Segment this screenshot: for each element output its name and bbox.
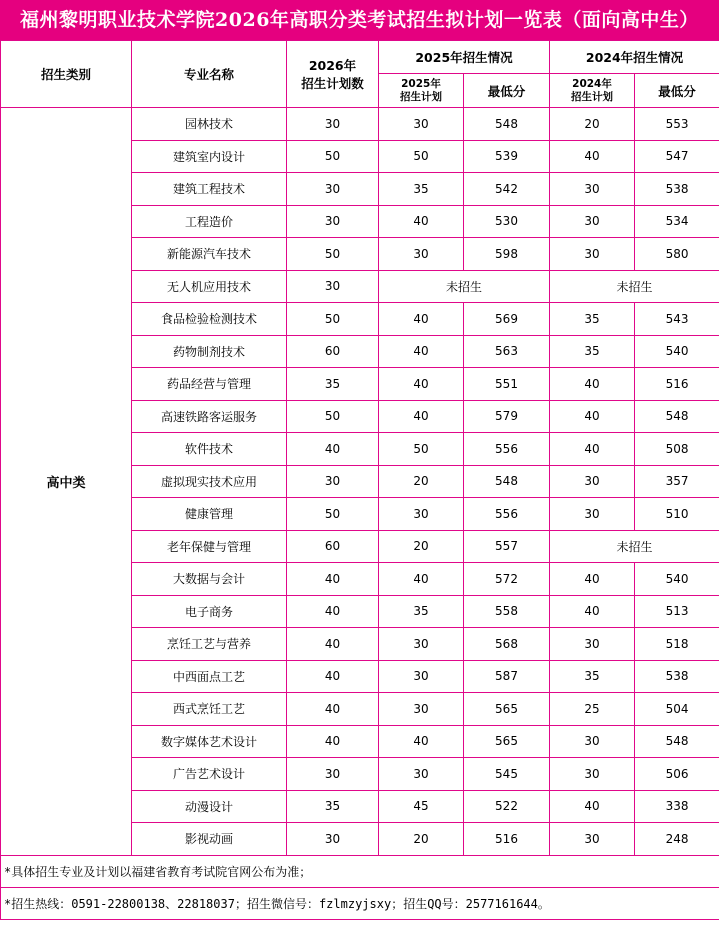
plan-2026: 50: [287, 303, 379, 336]
plan-2024: 30: [550, 628, 635, 661]
major-name: 高速铁路客运服务: [132, 400, 287, 433]
plan-2026: 35: [287, 368, 379, 401]
major-name: 大数据与会计: [132, 563, 287, 596]
min-score-2024: 543: [635, 303, 719, 336]
min-score-2025: 572: [464, 563, 550, 596]
header-plan-2025: [379, 74, 464, 108]
major-name: 数字媒体艺术设计: [132, 725, 287, 758]
plan-2024: 20: [550, 108, 635, 141]
plan-2025: 30: [379, 108, 464, 141]
plan-2024: 30: [550, 758, 635, 791]
plan-2026: 40: [287, 563, 379, 596]
plan-2025: 30: [379, 238, 464, 271]
major-name: 老年保健与管理: [132, 530, 287, 563]
plan-2026: 40: [287, 433, 379, 466]
plan-2025: 40: [379, 563, 464, 596]
min-score-2025: 598: [464, 238, 550, 271]
page-title: 福州黎明职业技术学院2026年高职分类考试招生拟计划一览表（面向高中生）: [0, 0, 719, 40]
plan-2024: 30: [550, 823, 635, 856]
header-row-1: [1, 41, 719, 74]
plan-2026: 40: [287, 628, 379, 661]
plan-2026: 30: [287, 173, 379, 206]
note-official: *具体招生专业及计划以福建省教育考试院官网公布为准；: [1, 855, 719, 887]
major-name: 影视动画: [132, 823, 287, 856]
note-row: [1, 855, 719, 887]
category-cell: 高中类: [1, 108, 132, 856]
min-score-2024: 338: [635, 790, 719, 823]
plan-2026: 60: [287, 530, 379, 563]
min-score-2025: 556: [464, 498, 550, 531]
table-row: [1, 108, 719, 141]
plan-2024: 30: [550, 205, 635, 238]
min-score-2025: 542: [464, 173, 550, 206]
min-score-2024: 506: [635, 758, 719, 791]
header-major: 专业名称: [132, 41, 287, 108]
major-name: 中西面点工艺: [132, 660, 287, 693]
not-enrolled-2024: 未招生: [550, 530, 719, 563]
major-name: 广告艺术设计: [132, 758, 287, 791]
header-plan-2025-line2: 招生计划: [400, 90, 442, 103]
header-plan-2026-line1: 2026年: [308, 58, 357, 73]
plan-2024: 35: [550, 335, 635, 368]
plan-2026: 50: [287, 238, 379, 271]
min-score-2025: 579: [464, 400, 550, 433]
header-category: 招生类别: [1, 41, 132, 108]
min-score-2024: 518: [635, 628, 719, 661]
major-name: 烹饪工艺与营养: [132, 628, 287, 661]
not-enrolled-2024: 未招生: [550, 270, 719, 303]
min-score-2025: 548: [464, 108, 550, 141]
plan-2025: 20: [379, 465, 464, 498]
plan-2024: 30: [550, 725, 635, 758]
header-group-2024: 2024年招生情况: [550, 41, 719, 74]
major-name: 软件技术: [132, 433, 287, 466]
plan-2024: 40: [550, 595, 635, 628]
plan-2024: 40: [550, 433, 635, 466]
plan-2024: 30: [550, 173, 635, 206]
major-name: 建筑室内设计: [132, 140, 287, 173]
major-name: 虚拟现实技术应用: [132, 465, 287, 498]
min-score-2025: 539: [464, 140, 550, 173]
min-score-2025: 548: [464, 465, 550, 498]
plan-2025: 40: [379, 725, 464, 758]
plan-2024: 30: [550, 498, 635, 531]
plan-2024: 35: [550, 303, 635, 336]
plan-2026: 40: [287, 693, 379, 726]
plan-2025: 30: [379, 498, 464, 531]
plan-2025: 20: [379, 530, 464, 563]
plan-2026: 50: [287, 498, 379, 531]
plan-2024: 40: [550, 563, 635, 596]
plan-2026: 50: [287, 140, 379, 173]
min-score-2025: 556: [464, 433, 550, 466]
min-score-2024: 516: [635, 368, 719, 401]
min-score-2024: 510: [635, 498, 719, 531]
min-score-2025: 558: [464, 595, 550, 628]
plan-2025: 40: [379, 400, 464, 433]
enrollment-plan-table: [0, 40, 719, 920]
min-score-2025: 516: [464, 823, 550, 856]
min-score-2025: 565: [464, 693, 550, 726]
min-score-2024: 508: [635, 433, 719, 466]
plan-2025: 50: [379, 433, 464, 466]
header-plan-2025-line1: 2025年: [401, 77, 441, 90]
header-group-2025: 2025年招生情况: [379, 41, 550, 74]
plan-2025: 30: [379, 693, 464, 726]
header-plan-2024-line1: 2024年: [572, 77, 612, 90]
major-name: 药品经营与管理: [132, 368, 287, 401]
plan-2025: 30: [379, 758, 464, 791]
plan-2024: 40: [550, 140, 635, 173]
major-name: 建筑工程技术: [132, 173, 287, 206]
min-score-2024: 538: [635, 173, 719, 206]
plan-2025: 40: [379, 303, 464, 336]
plan-2024: 40: [550, 790, 635, 823]
plan-2025: 35: [379, 173, 464, 206]
plan-2025: 30: [379, 660, 464, 693]
plan-2026: 30: [287, 108, 379, 141]
min-score-2024: 513: [635, 595, 719, 628]
plan-2025: 35: [379, 595, 464, 628]
major-name: 药物制剂技术: [132, 335, 287, 368]
plan-2024: 30: [550, 238, 635, 271]
major-name: 动漫设计: [132, 790, 287, 823]
min-score-2024: 357: [635, 465, 719, 498]
plan-2025: 40: [379, 205, 464, 238]
plan-2026: 60: [287, 335, 379, 368]
min-score-2024: 248: [635, 823, 719, 856]
min-score-2024: 553: [635, 108, 719, 141]
plan-2026: 30: [287, 758, 379, 791]
major-name: 健康管理: [132, 498, 287, 531]
min-score-2025: 565: [464, 725, 550, 758]
not-enrolled-2025: 未招生: [379, 270, 550, 303]
min-score-2025: 545: [464, 758, 550, 791]
plan-2025: 30: [379, 628, 464, 661]
header-min-2024: 最低分: [635, 74, 719, 108]
major-name: 工程造价: [132, 205, 287, 238]
plan-2024: 40: [550, 400, 635, 433]
major-name: 电子商务: [132, 595, 287, 628]
note-row: [1, 887, 719, 919]
plan-2026: 35: [287, 790, 379, 823]
plan-2024: 25: [550, 693, 635, 726]
plan-2025: 40: [379, 335, 464, 368]
min-score-2025: 522: [464, 790, 550, 823]
plan-2026: 40: [287, 595, 379, 628]
min-score-2024: 504: [635, 693, 719, 726]
min-score-2024: 548: [635, 725, 719, 758]
header-plan-2026: [287, 41, 379, 108]
min-score-2025: 568: [464, 628, 550, 661]
min-score-2025: 530: [464, 205, 550, 238]
major-name: 园林技术: [132, 108, 287, 141]
header-plan-2024-line2: 招生计划: [571, 90, 614, 103]
plan-2026: 30: [287, 205, 379, 238]
plan-2026: 40: [287, 725, 379, 758]
min-score-2024: 534: [635, 205, 719, 238]
header-plan-2024: [550, 74, 635, 108]
min-score-2024: 540: [635, 335, 719, 368]
plan-2026: 50: [287, 400, 379, 433]
min-score-2025: 563: [464, 335, 550, 368]
min-score-2025: 569: [464, 303, 550, 336]
major-name: 新能源汽车技术: [132, 238, 287, 271]
major-name: 西式烹饪工艺: [132, 693, 287, 726]
plan-2025: 50: [379, 140, 464, 173]
min-score-2025: 587: [464, 660, 550, 693]
major-name: 食品检验检测技术: [132, 303, 287, 336]
min-score-2024: 540: [635, 563, 719, 596]
plan-2026: 30: [287, 270, 379, 303]
plan-2024: 30: [550, 465, 635, 498]
plan-2025: 40: [379, 368, 464, 401]
plan-2024: 35: [550, 660, 635, 693]
min-score-2024: 548: [635, 400, 719, 433]
min-score-2024: 547: [635, 140, 719, 173]
plan-2025: 45: [379, 790, 464, 823]
major-name: 无人机应用技术: [132, 270, 287, 303]
plan-2026: 30: [287, 465, 379, 498]
table-body: [1, 108, 719, 856]
min-score-2025: 557: [464, 530, 550, 563]
header-min-2025: 最低分: [464, 74, 550, 108]
min-score-2025: 551: [464, 368, 550, 401]
plan-2026: 30: [287, 823, 379, 856]
header-plan-2026-line2: 招生计划数: [301, 76, 364, 91]
plan-2025: 20: [379, 823, 464, 856]
min-score-2024: 580: [635, 238, 719, 271]
plan-2026: 40: [287, 660, 379, 693]
note-contact: *招生热线：0591-22800138、22818037；招生微信号：fzlmzyjsxy；招生QQ号：2577161644。: [1, 887, 719, 919]
min-score-2024: 538: [635, 660, 719, 693]
plan-2024: 40: [550, 368, 635, 401]
